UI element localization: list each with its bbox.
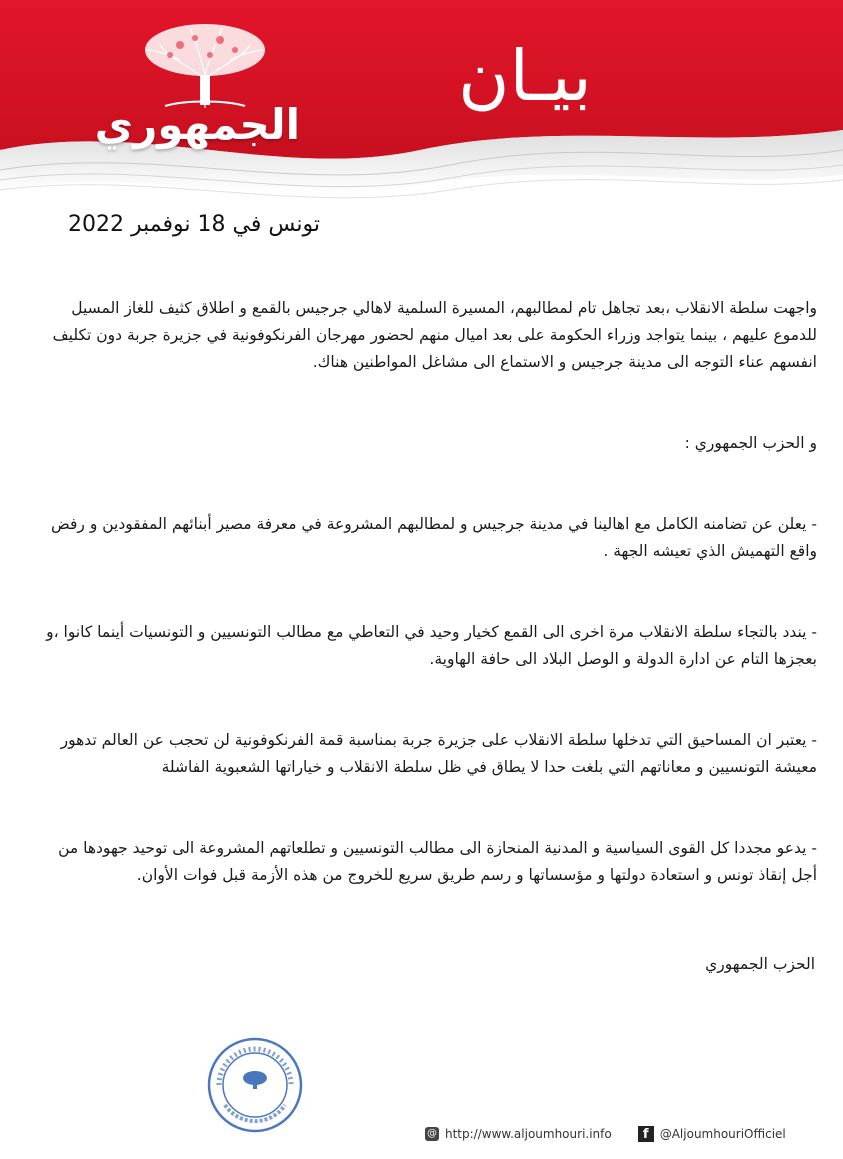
point-1: - يعلن عن تضامنه الكامل مع اهالينا في مدينة جرجيس و لمطالبهم المشروعة في معرفة مصير أبنائهم المفقودين و رفض واقع التهميش الذي تعيشه الجهة . — [51, 515, 817, 560]
logo-text: الجمهوري — [94, 100, 300, 149]
party-logo — [94, 20, 300, 170]
facebook-link[interactable]: @AljoumhouriOfficiel — [659, 1127, 786, 1141]
page-title: بيـان — [458, 35, 592, 117]
signature-text: الحزب الجمهوري — [705, 955, 815, 973]
statement-body — [35, 295, 817, 889]
point-3: - يعتبر ان المساحيق التي تدخلها سلطة الانقلاب على جزيرة جربة بمناسبة قمة الفرنكوفونية لن تحجب عن العالم تدهور معيشة التونسيين و معاناتهم التي بلغت حدا لا يطاق في ظل سلطة الانقلاب و خياراتها الشعبوية الفاشلة — [60, 731, 817, 776]
website-link[interactable]: http://www.aljoumhouri.info — [445, 1127, 612, 1141]
stamp-icon — [205, 1035, 305, 1135]
facebook-icon: f — [638, 1126, 654, 1142]
intro-paragraph: واجهت سلطة الانقلاب ،بعد تجاهل تام لمطالبهم، المسيرة السلمية لاهالي جرجيس بالقمع و اطلاق كثيف للغاز المسيل للدموع عليهم ، بينما يتواجد وزراء الحكومة على بعد اميال منهم لحضور مهرجان الفرنكوفونية في جزيرة جربة دون تكليف انفسهم عناء التوجه الى مدينة جرجيس و الاستماع الى مشاغل المواطنين هناك. — [52, 299, 817, 371]
header-banner — [0, 0, 843, 230]
document-date: تونس في 18 نوفمبر 2022 — [68, 212, 320, 237]
globe-icon: @ — [427, 1128, 437, 1139]
point-4: - يدعو مجددا كل القوى السياسية و المدنية المنحازة الى مطالب التونسيين و تطلعاتهم المشروعة الى توحيد جهودها من أجل إنقاذ تونس و استعادة دولتها و مؤسساتها و رسم طريق سريع للخروج من هذه الأزمة قبل فوات الأوان. — [58, 839, 817, 884]
official-stamp — [205, 1035, 305, 1135]
footer-links — [425, 1124, 795, 1144]
tree-icon — [110, 20, 300, 110]
party-line: و الحزب الجمهوري : — [684, 434, 817, 452]
point-2: - يندد بالتجاء سلطة الانقلاب مرة اخرى الى القمع كخيار وحيد في التعاطي مع مطالب التونسيين و التونسيات أينما كانوا ،و بعجزها التام عن ادارة الدولة و الوصل البلاد الى حافة الهاوية. — [46, 623, 817, 668]
